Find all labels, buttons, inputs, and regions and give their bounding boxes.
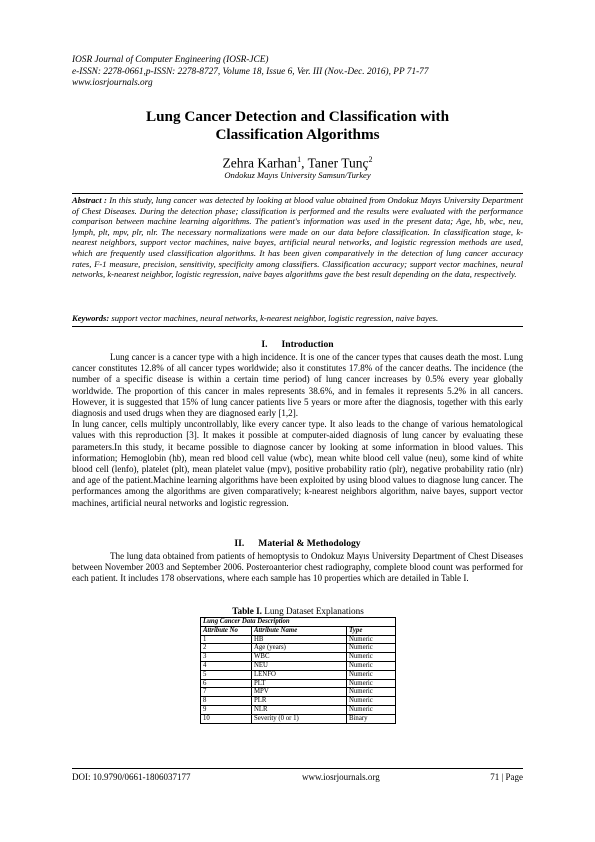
section-2-title: Material & Methodology [258, 538, 361, 549]
journal-site: www.iosrjournals.org [72, 78, 153, 88]
cell-no: 8 [201, 697, 252, 706]
cell-no: 1 [201, 635, 252, 644]
cell-type: Numeric [347, 661, 396, 670]
cell-name: WBC [252, 653, 347, 662]
cell-type: Numeric [347, 670, 396, 679]
table-row [201, 644, 396, 653]
cell-no: 4 [201, 661, 252, 670]
section-1-paragraph: Lung cancer is a cancer type with a high incidence. It is one of the cancer types that causes death the most. Lung cancer constitutes 12.8% of all cancer types worldwide; also it constitutes 17.8% of the cancer deaths. The incidence (the number of a specific disease is within a certain time period) of lung cancer increases by 0.5% every year globally worldwide. The proportion of this cancer in males represents 38.6%, and in females it represents 5.2% in all cancers. However, it is suggested that 15% of lung cancer patients live 5 years or more after the diagnosis, together with this early diagnosis and used drugs when they are diagnosed early [1,2]. [72, 352, 523, 419]
cell-type: Numeric [347, 635, 396, 644]
keywords [72, 313, 523, 324]
table-column-header-row [201, 626, 396, 635]
section-2-number: II. [234, 538, 245, 549]
cell-no: 2 [201, 644, 252, 653]
cell-type: Binary [347, 714, 396, 723]
footer-divider [72, 768, 523, 769]
section-2-paragraph: The lung data obtained from patients of hemoptysis to Ondokuz Mayıs University Department of Chest Diseases between November 2003 and September 2006. Posteroanterior chest radiography, complete blood count was performed for each patient. It includes 178 observations, where each sample has 10 properties which are detailed in Table I. [72, 551, 523, 584]
cell-name: HB [252, 635, 347, 644]
abstract-label: Abstract : [72, 195, 107, 205]
section-1-paragraph: In lung cancer, cells multiply uncontrollably, like every cancer type. It also leads to the change of various hematological values with this reproduction [3]. It makes it possible at computer-aided diagnosis of lung cancer by evaluating these parameters.In this study, it became possible to diagnose cancer by looking at some information in blood values. This information; Hemoglobin (hb), mean red blood cell value (wbc), mean white blood cell value (neu), some kind of white blood cell (lenfo), platelet (plt), mean platelet value (mpv), positive probability ratio (plr), negative probability ratio (nlr) and age of the patient.Machine learning algorithms have been exploited by using blood values to diagnose lung cancer. The performances among the algorithms are given comparatively; k-nearest neighbors algorithm, naive bayes, support vector machines, artificial neural networks and logistic regression. [72, 419, 523, 508]
keywords-text: support vector machines, neural networks, k-nearest neighbor, logistic regression, naive bayes. [109, 313, 439, 323]
cell-no: 6 [201, 679, 252, 688]
table-row [201, 705, 396, 714]
table-caption-text: Lung Dataset Explanations [261, 606, 364, 616]
author-separator: , [301, 155, 308, 171]
table-row [201, 653, 396, 662]
table-group-header: Lung Cancer Data Description [201, 618, 396, 627]
cell-no: 9 [201, 705, 252, 714]
cell-name: PLR [252, 697, 347, 706]
cell-name: LENFO [252, 670, 347, 679]
journal-name: IOSR Journal of Computer Engineering (IOSR-JCE) [72, 55, 269, 65]
footer-site: www.iosrjournals.org [302, 772, 380, 782]
table-row [201, 661, 396, 670]
cell-name: PLT [252, 679, 347, 688]
footer-page-number: 71 | Page [490, 772, 523, 782]
table-row [201, 688, 396, 697]
author-1-affil-mark: 1 [297, 155, 302, 164]
cell-type: Numeric [347, 697, 396, 706]
section-1-title: Introduction [281, 339, 334, 350]
cell-name: MPV [252, 688, 347, 697]
table-row [201, 635, 396, 644]
table-row [201, 670, 396, 679]
cell-type: Numeric [347, 688, 396, 697]
table-row [201, 714, 396, 723]
cell-type: Numeric [347, 705, 396, 714]
cell-type: Numeric [347, 644, 396, 653]
keywords-label: Keywords: [72, 313, 110, 323]
abstract [72, 195, 523, 280]
cell-type: Numeric [347, 653, 396, 662]
cell-name: NEU [252, 661, 347, 670]
title-line-2: Classification Algorithms [215, 125, 380, 143]
section-1-heading [72, 339, 523, 351]
title-line-1: Lung Cancer Detection and Classification with [145, 108, 450, 125]
table-group-header-row [201, 618, 396, 627]
section-1-number: I. [261, 339, 268, 350]
table-row [201, 679, 396, 688]
footer-doi: DOI: 10.9790/0661-1806037177 [72, 772, 191, 782]
author-2-affil-mark: 2 [368, 155, 373, 164]
cell-no: 7 [201, 688, 252, 697]
cell-no: 10 [201, 714, 252, 723]
cell-name: NLR [252, 705, 347, 714]
cell-no: 3 [201, 653, 252, 662]
author-2: Taner Tunç [307, 155, 369, 171]
section-2-heading [72, 538, 523, 550]
col-header-attribute-name: Attribute Name [252, 626, 347, 635]
col-header-attribute-no: Attribute No [201, 626, 252, 635]
table-caption-label: Table I. [232, 606, 262, 616]
paper-title [72, 108, 523, 143]
section-1-body [72, 352, 523, 509]
cell-type: Numeric [347, 679, 396, 688]
affiliation: Ondokuz Mayıs University Samsun/Turkey [224, 170, 371, 180]
lung-dataset-table [200, 617, 396, 724]
cell-name: Severity (0 or 1) [252, 714, 347, 723]
journal-issn: e-ISSN: 2278-0661,p-ISSN: 2278-8727, Volume 18, Issue 6, Ver. III (Nov.-Dec. 2016), PP 71-77 [72, 66, 429, 77]
table-caption [200, 606, 396, 617]
section-2-body [72, 551, 523, 585]
journal-header [72, 55, 532, 90]
cell-no: 5 [201, 670, 252, 679]
table-row [201, 697, 396, 706]
author-1: Zehra Karhan [222, 155, 298, 171]
cell-name: Age (years) [252, 644, 347, 653]
abstract-text: In this study, lung cancer was detected by looking at blood value obtained from Ondokuz Mayıs University Department of Chest Diseases. During the detection phase; classification is performed and the results were evaluated with the performance comparison between machine learning algorithms. The patient's information was used in the present data; Age, hb, wbc, neu, lymph, plt, mpv, plr, nlr. The necessary normalizations were made on our data before classification. In classification stage, k-nearest neighbors, support vector machines, naive bayes, artificial neural networks, and logistic regression methods are used, which are frequently used classification algorithms. It has been given comparatively in the detection of lung cancer accuracy rates, F-1 measure, precision, sensitivity, specificity among classifiers. Classification accuracy; support vector machines, neural networks, k-nearest neighbor, logistic regression, naive bayes algorithms gave the best result depending on the data, respectively. [72, 195, 523, 280]
author-list [72, 152, 523, 172]
col-header-type: Type [347, 626, 396, 635]
